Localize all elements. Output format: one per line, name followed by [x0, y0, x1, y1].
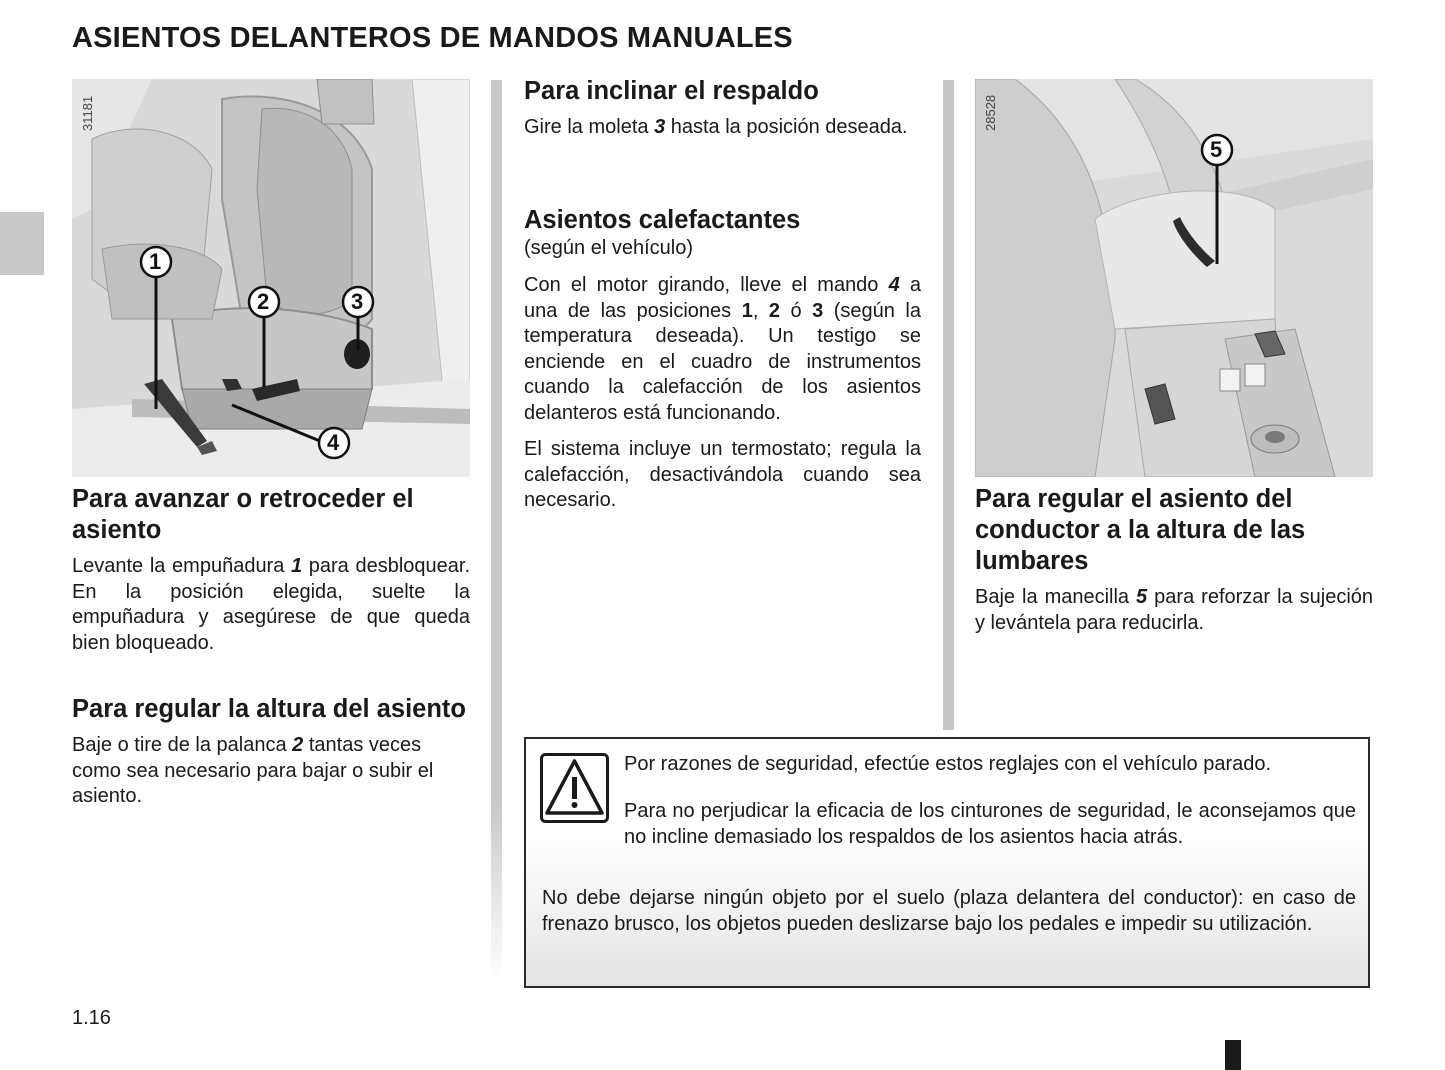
- figure-ref-right: 28528: [983, 94, 998, 131]
- text-advance-seat: Levante la empuñadura 1 para desbloquear. En la posición elegida, suelte la empuñadura y asegúrese de que queda bien bloqueado.: [72, 555, 470, 654]
- warning-text-1: Por razones de seguridad, efectúe estos reglajes con el vehículo parado.: [624, 753, 1272, 775]
- heading-seat-height: Para regular la altura del asiento: [72, 695, 466, 723]
- heading-lumbar: Para regular el asiento del conductor a la altura de las lumbares: [975, 485, 1306, 575]
- heading-recline: Para inclinar el respaldo: [524, 77, 819, 105]
- section-recline: [524, 76, 921, 141]
- callout-leaders-left: [72, 79, 470, 477]
- text-lumbar: Baje la manecilla 5 para reforzar la sujeción y levántela para reducirla.: [975, 586, 1374, 634]
- warning-box: [524, 737, 1370, 988]
- heading-heated-seats: Asientos calefactantes: [524, 206, 801, 234]
- section-tab: [0, 212, 44, 275]
- warning-text-2: Para no perjudicar la eficacia de los cinturones de seguridad, le aconsejamos que no incline demasiado los respaldos de los asientos hacia atrás.: [624, 800, 1356, 848]
- text-seat-height: Baje o tire de la palanca 2 tantas veces como sea necesario para bajar o subir el asiento.: [72, 734, 434, 807]
- text-heated-seats-2: El sistema incluye un termostato; regula la calefacción, desactivándola cuando sea necesario.: [524, 438, 921, 511]
- section-advance-seat: [72, 484, 470, 656]
- callout-leaders-right: [975, 79, 1373, 477]
- text-recline: Gire la moleta 3 hasta la posición deseada.: [524, 116, 908, 138]
- page-title: ASIENTOS DELANTEROS DE MANDOS MANUALES: [72, 22, 793, 54]
- callout-4-label: 4: [327, 430, 340, 455]
- subheading-heated-seats: (según el vehículo): [524, 237, 693, 259]
- heading-advance-seat: Para avanzar o retroceder el asiento: [72, 485, 414, 544]
- lumbar-illustration: [975, 79, 1373, 477]
- callout-3-label: 3: [351, 289, 364, 314]
- column-divider-left: [491, 80, 502, 980]
- callout-1-label: 1: [149, 249, 162, 274]
- column-divider-right: [943, 80, 954, 730]
- callout-2-label: 2: [257, 289, 270, 314]
- seat-illustration: [72, 79, 470, 477]
- figure-ref-left: 31181: [80, 95, 95, 131]
- page-edge-marker: [1225, 1040, 1241, 1070]
- text-heated-seats-1: Con el motor girando, lleve el mando 4 a una de las posiciones 1, 2 ó 3 (según la temperatura deseada). Un testigo se enciende en el cuadro de instrumentos cuando la calefacción de los asientos delanteros está funcionando.: [524, 274, 921, 424]
- section-seat-height: [72, 694, 470, 810]
- callout-5-label: 5: [1210, 137, 1223, 162]
- section-heated-seats: [524, 205, 921, 514]
- warning-text-3: No debe dejarse ningún objeto por el suelo (plaza delantera del conductor): en caso de frenazo brusco, los objetos pueden deslizarse bajo los pedales e impedir su utilización.: [542, 887, 1356, 935]
- section-lumbar: [975, 484, 1373, 636]
- page-number: 1.16: [72, 1007, 111, 1029]
- warning-triangle-icon: [540, 753, 609, 823]
